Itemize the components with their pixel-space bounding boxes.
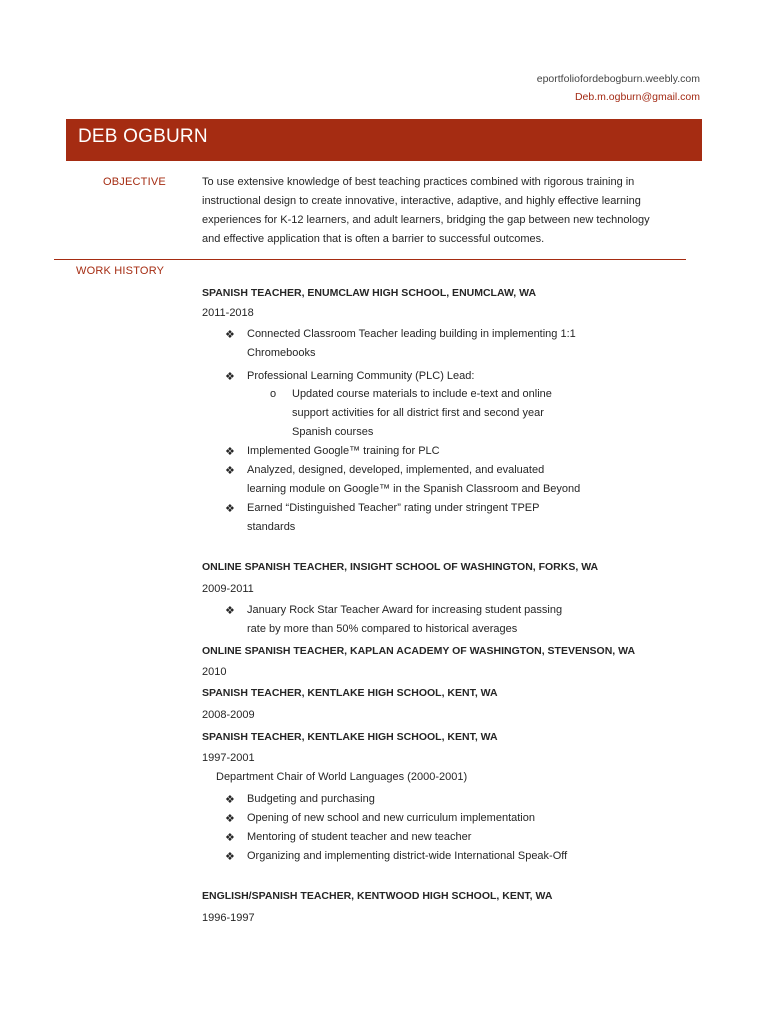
diamond-bullet-icon: ❖ xyxy=(225,605,235,617)
job-note: Department Chair of World Languages (2000-2001) xyxy=(216,771,468,783)
job-bullet: Connected Classroom Teacher leading building in implementing 1:1 Chromebooks xyxy=(247,328,576,359)
diamond-bullet-icon: ❖ xyxy=(225,832,235,844)
sub-bullet-icon: o xyxy=(270,388,277,400)
objective-line: experiences for K-12 learners, and adult learners, bridging the gap between new technology xyxy=(202,214,650,226)
job-dates: 2011-2018 xyxy=(202,307,254,319)
objective-label: OBJECTIVE xyxy=(103,176,166,188)
job-dates: 1997-2001 xyxy=(202,752,255,764)
job-bullet: Professional Learning Community (PLC) Lead: xyxy=(247,370,475,382)
job-title: SPANISH TEACHER, ENUMCLAW HIGH SCHOOL, ENUMCLAW, WA xyxy=(202,287,537,299)
name-banner xyxy=(66,119,702,161)
job-bullet: Mentoring of student teacher and new teacher xyxy=(247,831,472,843)
job-bullet: Budgeting and purchasing xyxy=(247,793,375,805)
diamond-bullet-icon: ❖ xyxy=(225,851,235,863)
job-bullet: Organizing and implementing district-wide International Speak-Off xyxy=(247,850,568,862)
objective-text xyxy=(202,173,678,249)
job-dates: 1996-1997 xyxy=(202,912,255,924)
section-divider xyxy=(54,259,686,260)
job-title: SPANISH TEACHER, KENTLAKE HIGH SCHOOL, KENT, WA xyxy=(202,687,498,699)
diamond-bullet-icon: ❖ xyxy=(225,446,235,458)
job-title: ONLINE SPANISH TEACHER, KAPLAN ACADEMY OF WASHINGTON, STEVENSON, WA xyxy=(202,645,636,657)
resume-name: DEB OGBURN xyxy=(78,126,208,147)
diamond-bullet-icon: ❖ xyxy=(225,371,235,383)
job-title: ONLINE SPANISH TEACHER, INSIGHT SCHOOL OF WASHINGTON, FORKS, WA xyxy=(202,561,599,573)
objective-line: To use extensive knowledge of best teaching practices combined with rigorous training in xyxy=(202,176,635,188)
job-bullet: Opening of new school and new curriculum implementation xyxy=(247,812,535,824)
job-dates: 2010 xyxy=(202,666,227,678)
job-bullet: Implemented Google™ training for PLC xyxy=(247,445,440,457)
diamond-bullet-icon: ❖ xyxy=(225,813,235,825)
contact-website[interactable]: eportfoliofordebogburn.weebly.com xyxy=(536,73,700,85)
diamond-bullet-icon: ❖ xyxy=(225,503,235,515)
work-history-label: WORK HISTORY xyxy=(76,265,165,277)
diamond-bullet-icon: ❖ xyxy=(225,794,235,806)
contact-email[interactable]: Deb.m.ogburn@gmail.com xyxy=(574,91,700,103)
diamond-bullet-icon: ❖ xyxy=(225,465,235,477)
job-sub-bullet: Updated course materials to include e-text and online support activities for all district first and second year Spanish courses xyxy=(292,388,552,438)
job-title: ENGLISH/SPANISH TEACHER, KENTWOOD HIGH SCHOOL, KENT, WA xyxy=(202,890,553,902)
job-title: SPANISH TEACHER, KENTLAKE HIGH SCHOOL, KENT, WA xyxy=(202,731,498,743)
objective-line: instructional design to create innovative, interactive, adaptive, and highly effective learning xyxy=(202,195,641,207)
objective-line: and effective application that is often a barrier to successful outcomes. xyxy=(202,233,545,245)
job-dates: 2009-2011 xyxy=(202,583,254,595)
job-bullet: Analyzed, designed, developed, implemented, and evaluated learning module on Google™ in the Spanish Classroom and Beyond xyxy=(247,464,581,495)
job-bullet: January Rock Star Teacher Award for increasing student passing rate by more than 50% compared to historical averages xyxy=(247,604,563,635)
job-dates: 2008-2009 xyxy=(202,709,255,721)
diamond-bullet-icon: ❖ xyxy=(225,329,235,341)
job-bullet: Earned “Distinguished Teacher” rating under stringent TPEP standards xyxy=(247,502,540,533)
